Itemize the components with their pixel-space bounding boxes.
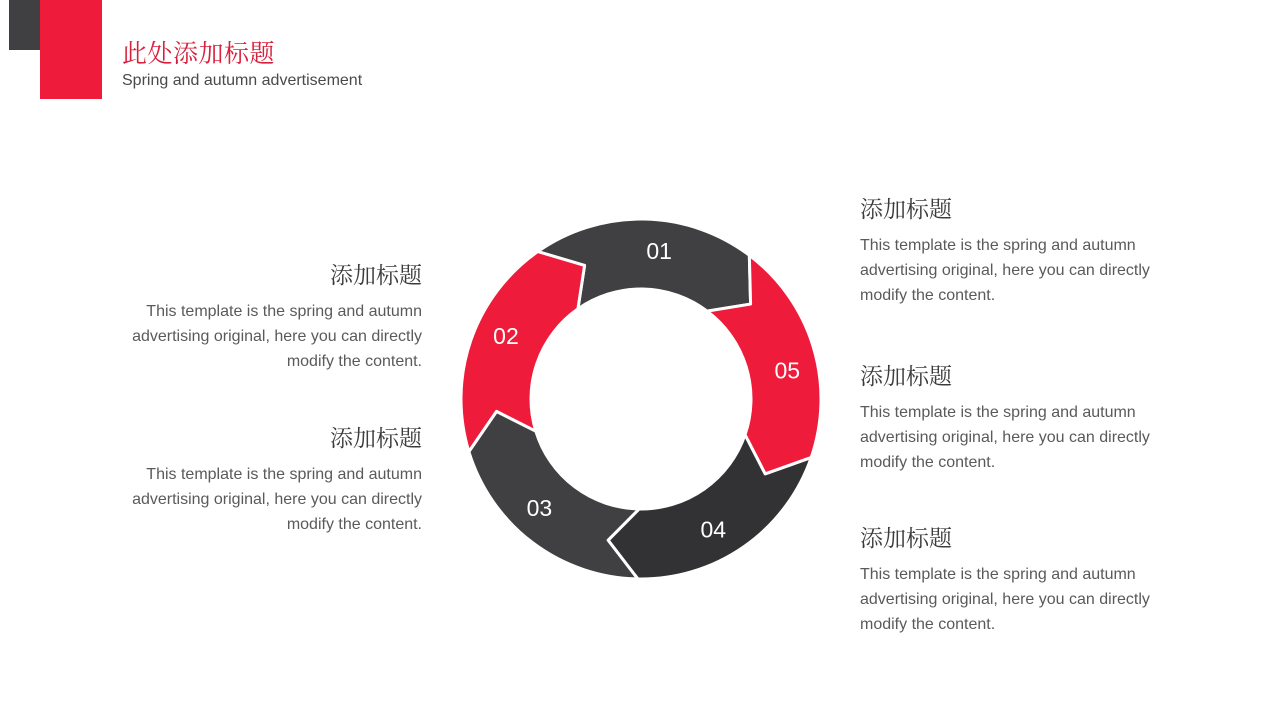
cycle-segment-02 [461, 252, 585, 452]
cycle-segment-label: 03 [526, 494, 553, 521]
item-title: 添加标题 [860, 363, 952, 389]
item-description: This template is the spring and autumn advertising original, here you can directly modify the content. [132, 303, 422, 370]
item-title: 添加标题 [860, 196, 952, 222]
item-title: 添加标题 [860, 525, 952, 551]
cycle-segment-label: 02 [493, 323, 519, 350]
item-description: This template is the spring and autumn advertising original, here you can directly modify the content. [132, 466, 422, 533]
cycle-segment-label: 05 [774, 357, 801, 384]
page-subtitle: Spring and autumn advertisement [122, 72, 363, 89]
item-description: This template is the spring and autumn advertising original, here you can directly modify the content. [860, 404, 1150, 471]
cycle-segment-label: 04 [700, 516, 727, 543]
item-description: This template is the spring and autumn advertising original, here you can directly modify the content. [860, 237, 1150, 304]
page-title: 此处添加标题 [122, 40, 276, 68]
item-description: This template is the spring and autumn advertising original, here you can directly modify the content. [860, 566, 1150, 633]
item-title: 添加标题 [330, 262, 422, 288]
item-title: 添加标题 [330, 425, 422, 451]
cycle-segment-03 [469, 411, 639, 579]
cycle-segment-label: 01 [646, 238, 672, 265]
